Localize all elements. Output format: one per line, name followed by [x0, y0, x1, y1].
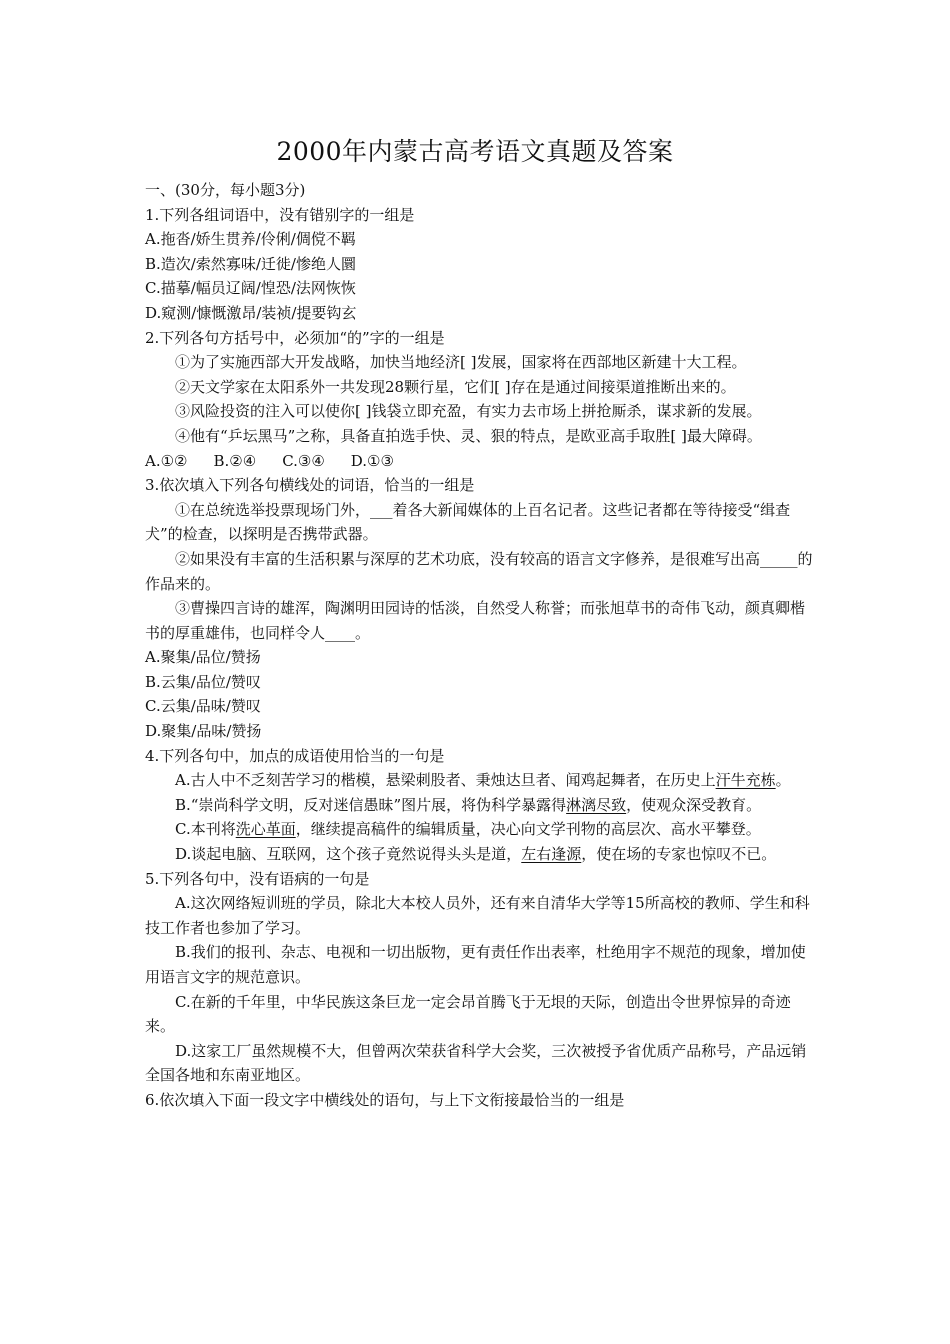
question-3-sentence-1: ①在总统选举投票现场门外，___着各大新闻媒体的上百名记者。这些记者都在等待接受“缉查犬”的检查，以探明是否携带武器。: [145, 500, 791, 544]
question-1-option-a: A.拖沓/娇生贯养/伶俐/倜傥不羁: [145, 230, 356, 249]
question-2-sentence-4: ④他有“乒坛黑马”之称，具备直拍选手快、灵、狠的特点，是欧亚高手取胜[ ]最大障碍。: [175, 426, 762, 445]
question-5-option-a: A.这次网络短训班的学员，除北大本校人员外，还有来自清华大学等15所高校的教师、学生和科技工作者也参加了学习。: [145, 894, 810, 937]
question-1-option-d: D.窥测/慷慨激昂/装祯/提要钩玄: [145, 303, 357, 322]
question-4-option-d: [145, 842, 813, 867]
question-4-option-c-text: C.本刊将: [175, 820, 236, 839]
question-4-option-a-end: 。: [775, 771, 791, 790]
question-4-option-b-text: B.“崇尚科学文明，反对迷信愚昧”图片展，将伪科学暴露得: [175, 795, 567, 814]
question-2-options: [145, 449, 813, 474]
document-title: 2000年内蒙古高考语文真题及答案: [276, 137, 674, 166]
question-2-sentence-1: ①为了实施西部大开发战略，加快当地经济[ ]发展，国家将在西部地区新建十大工程。: [175, 353, 747, 372]
question-4-option-a-idiom: 汗牛充栋: [715, 771, 776, 790]
question-4-option-d-idiom: 左右逢源: [521, 845, 582, 864]
question-1-option-c: C.描摹/幅员辽阔/惶恐/法网恢恢: [145, 279, 356, 298]
question-2-option-c: C.③④: [282, 451, 325, 470]
question-4-option-c: [145, 817, 813, 842]
question-3-option-b: B.云集/品位/赞叹: [145, 672, 261, 691]
question-3-sentence-3: ③曹操四言诗的雄浑，陶渊明田园诗的恬淡，自然受人称誉；而张旭草书的奇伟飞动，颜真卿楷书的厚重雄伟，也同样令人____。: [145, 599, 806, 642]
question-5-option-d: D.这家工厂虽然规模不大，但曾两次荣获省科学大会奖，三次被授予省优质产品称号，产品远销全国各地和东南亚地区。: [145, 1041, 807, 1085]
question-1-option-b: B.造次/索然寡味/迁徙/惨绝人圜: [145, 254, 356, 273]
question-1-stem: 1.下列各组词语中，没有错别字的一组是: [145, 205, 415, 224]
question-5-option-b: B.我们的报刊、杂志、电视和一切出版物，更有责任作出表率，杜绝用字不规范的现象，增加使用语言文字的规范意识。: [145, 943, 806, 986]
question-4-option-a: [145, 768, 813, 793]
question-2-stem: 2.下列各句方括号中，必须加“的”字的一组是: [145, 328, 445, 347]
question-3-option-d: D.聚集/品味/赞扬: [145, 722, 262, 741]
question-4-option-d-text: D.谈起电脑、互联网，这个孩子竟然说得头头是道，: [175, 845, 522, 864]
question-4-option-d-end: ，使在场的专家也惊叹不已。: [581, 845, 777, 864]
question-3-sentence-2: ②如果没有丰富的生活积累与深厚的艺术功底，没有较高的语言文字修养，是很难写出高_____的作品来的。: [145, 549, 813, 593]
question-3-option-c: C.云集/品味/赞叹: [145, 697, 261, 716]
question-2-option-a: A.①②: [145, 451, 188, 470]
question-4-option-b: [145, 793, 813, 818]
question-2-sentence-2: ②天文学家在太阳系外一共发现28颗行星，它们[ ]存在是通过间接渠道推断出来的。: [175, 377, 736, 396]
question-4-option-b-end: ，使观众深受教育。: [626, 795, 762, 814]
document-body: [145, 178, 813, 1113]
question-3-option-a: A.聚集/品位/赞扬: [145, 648, 261, 667]
question-4-option-c-idiom: 洗心革面: [235, 820, 296, 839]
question-4-stem: 4.下列各句中，加点的成语使用恰当的一句是: [145, 746, 445, 765]
question-6-stem: 6.依次填入下面一段文字中横线处的语句，与上下文衔接最恰当的一组是: [145, 1090, 625, 1109]
question-4-option-c-end: ，继续提高稿件的编辑质量，决心向文学刊物的高层次、高水平攀登。: [295, 820, 761, 839]
question-3-stem: 3.依次填入下列各句横线处的词语，恰当的一组是: [145, 476, 475, 495]
question-4-option-a-text: A.古人中不乏刻苦学习的楷模，悬梁刺股者、秉烛达旦者、闻鸡起舞者，在历史上: [175, 771, 716, 790]
section-heading: 一、(30分，每小题3分): [145, 181, 306, 199]
question-2-option-d: D.①③: [350, 451, 394, 470]
question-2-option-b: B.②④: [213, 451, 257, 470]
question-4-option-b-idiom: 淋漓尽致: [566, 795, 627, 814]
question-2-sentence-3: ③风险投资的注入可以使你[ ]钱袋立即充盈，有实力去市场上拼抢厮杀，谋求新的发展。: [175, 402, 762, 421]
question-5-option-c: C.在新的千年里，中华民族这条巨龙一定会昂首腾飞于无垠的天际，创造出令世界惊异的奇迹来。: [145, 992, 791, 1036]
question-5-stem: 5.下列各句中，没有语病的一句是: [145, 869, 370, 888]
